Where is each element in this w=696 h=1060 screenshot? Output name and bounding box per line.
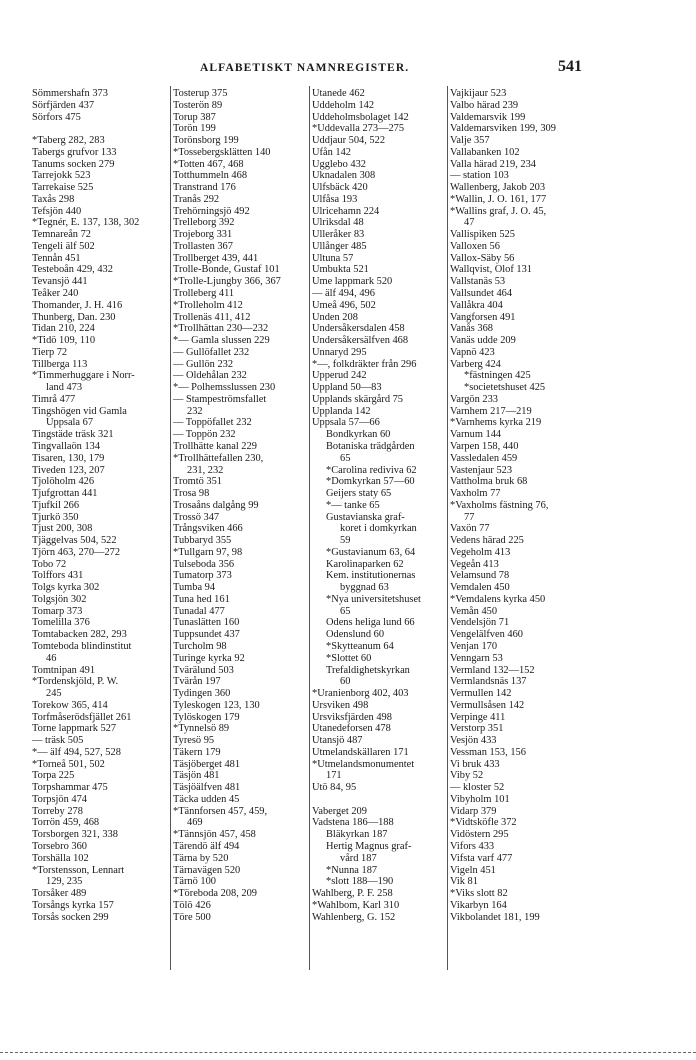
index-entry: Totthummeln 468 [173, 170, 248, 182]
index-entry: Vidöstern 295 [450, 829, 509, 841]
index-entry: Tjurkö 350 [32, 511, 79, 523]
index-entry: Valbo härad 239 [450, 99, 519, 111]
index-entry: *Wallins graf, J. O. 45, [450, 205, 547, 217]
index-entry: Ultuna 57 [312, 252, 354, 264]
index-entry: Wallenberg, Jakob 203 [450, 182, 546, 194]
index-entry: Vedens härad 225 [450, 535, 524, 547]
index-entry: Vendelsjön 71 [450, 617, 510, 629]
index-entry: 129, 235 [46, 876, 83, 888]
index-entry: Trångsviken 466 [173, 523, 243, 535]
index-entry: Utanede 462 [312, 88, 365, 99]
index-entry: Ulleråker 83 [312, 229, 365, 241]
index-entry: Täkern 179 [173, 746, 221, 758]
index-entry: Vajkijaur 523 [450, 88, 507, 99]
index-entry: Undersåkersälfven 468 [312, 335, 409, 347]
page-number: 541 [558, 58, 582, 75]
index-entry: *Skytteanum 64 [326, 640, 394, 652]
index-entry: Tanums socken 279 [32, 158, 115, 170]
index-entry: Tillberga 113 [32, 358, 88, 370]
index-entry: *Vemdalens kyrka 450 [450, 593, 546, 605]
index-entry: *Timmerhuggare i Norr- [32, 370, 135, 382]
running-title: ALFABETISKT NAMNREGISTER. [200, 62, 410, 74]
index-entry: Tolgsjön 302 [32, 593, 87, 605]
page-header [0, 58, 696, 80]
index-entry: Tunadal 477 [173, 605, 225, 617]
index-entry: Trollenäs 411, 412 [173, 311, 251, 323]
index-entry: Ume lappmark 520 [312, 276, 393, 288]
index-entry: Uppsala 67 [46, 417, 94, 429]
index-entry: Hertig Magnus graf- [326, 841, 412, 852]
index-entry: Vangforsen 491 [450, 311, 516, 323]
index-entry: 60 [340, 676, 351, 688]
index-entry: Botaniska trädgården [326, 440, 415, 452]
column-divider [447, 86, 448, 970]
index-entry: *Uddevalla 273—275 [312, 123, 405, 135]
index-entry: Venjan 170 [450, 640, 498, 652]
index-entry: Vifors 433 [450, 841, 495, 852]
bottom-rule [0, 1052, 696, 1053]
index-entry: Tomarp 373 [32, 605, 83, 617]
index-entry: Vattholma bruk 68 [450, 476, 528, 488]
index-entry: *Tidö 109, 110 [32, 335, 96, 347]
index-entry: Ursviken 498 [312, 699, 369, 711]
index-entry: *—, folkdräkter från 296 [312, 358, 417, 370]
index-entry: Vengelälfven 460 [450, 629, 523, 641]
index-entry: Vassledalen 459 [450, 452, 518, 464]
index-entry: Uddeholm 142 [312, 99, 375, 111]
index-entry: Trelleborg 392 [173, 217, 235, 229]
index-entry: Upperud 242 [312, 370, 367, 382]
column-divider [170, 86, 171, 970]
index-entry: *slott 188—190 [326, 876, 394, 888]
index-entry: Vigeln 451 [450, 864, 496, 876]
index-entry: Utansjö 487 [312, 735, 363, 747]
index-entry: Verstorp 351 [450, 723, 504, 735]
index-entry: Tumatorp 373 [173, 570, 232, 582]
index-entry: Vermlandsnäs 137 [450, 676, 527, 688]
index-entry: land 473 [46, 382, 83, 394]
index-entry: Ugglebo 432 [312, 158, 366, 170]
index-entry: Trolleberg 411 [173, 288, 235, 300]
index-entry: 231, 232 [187, 464, 224, 476]
index-entry: Torfmåserödsfjället 261 [32, 711, 132, 723]
index-entry: Uppland 50—83 [312, 382, 382, 394]
index-entry: *Töreboda 208, 209 [173, 888, 257, 900]
index-entry: Tärnavägen 520 [173, 864, 241, 876]
index-entry: 469 [187, 817, 203, 829]
index-entry: *Slottet 60 [326, 652, 372, 664]
index-entry: Temnareån 72 [32, 229, 91, 241]
index-entry: Vegeholm 413 [450, 546, 511, 558]
index-entry: Ulriksdal 48 [312, 217, 364, 229]
index-entry: Tidan 210, 224 [32, 323, 95, 335]
index-entry: Testeboån 429, 432 [32, 264, 113, 276]
index-entry: *Varnhems kyrka 219 [450, 417, 542, 429]
index-entry: Valloxen 56 [450, 240, 500, 252]
index-entry: — Toppön 232 [173, 429, 236, 441]
index-entry: Trolle-Bonde, Gustaf 101 [173, 264, 280, 276]
index-entry: Ufån 142 [312, 146, 351, 158]
index-entry: Tomtabacken 282, 293 [32, 629, 127, 641]
index-entry: Torpshammar 475 [32, 782, 108, 794]
index-entry: Vik 81 [450, 876, 478, 888]
index-entry [312, 794, 446, 806]
index-entry: 171 [326, 770, 342, 782]
index-entry: Geijers staty 65 [326, 488, 392, 500]
index-entry: Uknadalen 308 [312, 170, 376, 182]
index-entry: Unnaryd 295 [312, 346, 367, 358]
index-entry: Tosterup 375 [173, 88, 228, 99]
index-entry: Wallqvist, Olof 131 [450, 264, 532, 276]
index-entry: Tingstäde träsk 321 [32, 429, 114, 441]
index-entry: 59 [340, 535, 351, 547]
index-entry: Karolinaparken 62 [326, 558, 404, 570]
index-entry: — Oldehålan 232 [173, 370, 247, 382]
index-entry: Vidarp 379 [450, 805, 497, 817]
index-entry: Torekow 365, 414 [32, 699, 108, 711]
index-entry: Vibyholm 101 [450, 793, 510, 805]
index-entry: Ulricehamn 224 [312, 205, 380, 217]
index-entry: Vifsta varf 477 [450, 852, 513, 864]
index-entry: Torsborgen 321, 338 [32, 829, 118, 841]
index-entry: Vanäs udde 209 [450, 335, 516, 347]
index-entry: *Domkyrkan 57—60 [326, 476, 415, 488]
index-entry: Vermland 132—152 [450, 664, 535, 676]
index-entry: Tärna by 520 [173, 852, 229, 864]
index-entry: — kloster 52 [450, 782, 505, 794]
index-entry: Venngarn 53 [450, 652, 503, 664]
index-entry: Uddjaur 504, 522 [312, 135, 386, 147]
index-entry: Torsåker 489 [32, 888, 87, 900]
index-entry: Torshälla 102 [32, 852, 89, 864]
index-entry: Vastenjaur 523 [450, 464, 513, 476]
index-entry: Bondkyrkan 60 [326, 429, 391, 441]
index-entry: Verpinge 411 [450, 711, 506, 723]
index-entry: byggnad 63 [340, 582, 389, 594]
index-entry: *Gustavianum 63, 64 [326, 546, 416, 558]
index-entry: Bläkyrkan 187 [326, 829, 388, 841]
index-entry: Teåker 240 [32, 288, 79, 300]
index-entry: Tärnö 100 [173, 876, 216, 888]
index-entry: Torne lappmark 527 [32, 723, 117, 735]
index-entry: Töre 500 [173, 911, 211, 923]
index-entry: Tefsjön 440 [32, 205, 82, 217]
index-entry: Tjäggelvas 504, 522 [32, 535, 117, 547]
index-entry: Trosa 98 [173, 488, 210, 500]
index-entry: Tobo 72 [32, 558, 67, 570]
index-entry: Tuppsundet 437 [173, 629, 240, 641]
index-entry: Undersåkersdalen 458 [312, 323, 405, 335]
index-entry: Odens heliga lund 66 [326, 617, 415, 629]
index-entry: *Tossebergsklätten 140 [173, 146, 271, 158]
index-entry: Torpsjön 474 [32, 793, 87, 805]
index-entry: koret i domkyrkan [340, 523, 417, 535]
index-entry: Valla härad 219, 234 [450, 158, 536, 170]
index-entry: — Gullöfallet 232 [173, 346, 250, 358]
index-entry: Thunberg, Dan. 230 [32, 311, 116, 323]
index-entry: Transtrand 176 [173, 182, 236, 194]
index-entry: Ursviksfjärden 498 [312, 711, 392, 723]
index-entry: Tennån 451 [32, 252, 81, 264]
index-entry: Turinge kyrka 92 [173, 652, 245, 664]
index-entry: Varnhem 217—219 [450, 405, 532, 417]
index-entry: — station 103 [450, 170, 509, 182]
index-entry: *Wallin, J. O. 161, 177 [450, 193, 547, 205]
index-entry: Täsjön 481 [173, 770, 220, 782]
index-entry: vård 187 [340, 852, 377, 864]
index-entry: Varberg 424 [450, 358, 501, 370]
index-entry: Tierp 72 [32, 346, 68, 358]
index-entry: — Toppöfallet 232 [173, 417, 252, 429]
index-entry: Torsås socken 299 [32, 911, 109, 923]
index-entry: Tomelilla 376 [32, 617, 90, 629]
index-entry: Tylöskogen 179 [173, 711, 240, 723]
index-entry: Tevansjö 441 [32, 276, 88, 288]
index-entry: Torreby 278 [32, 805, 83, 817]
index-entry [32, 123, 168, 135]
index-entry: Unden 208 [312, 311, 358, 323]
index-entry: Vadstena 186—188 [312, 817, 394, 829]
index-entry: Viby 52 [450, 770, 484, 782]
index-entry: Vessman 153, 156 [450, 746, 526, 758]
index-entry: Velamsund 78 [450, 570, 510, 582]
index-entry: Tumba 94 [173, 582, 216, 594]
index-entry: Trossö 347 [173, 511, 220, 523]
index-entry: Vargön 233 [450, 393, 499, 405]
index-entry: Wahlberg, P. F. 258 [312, 888, 393, 900]
index-entry: Thomander, J. H. 416 [32, 299, 123, 311]
index-column-1 [32, 88, 168, 923]
index-entry: Tuna hed 161 [173, 593, 230, 605]
index-entry: Ulfåsa 193 [312, 193, 358, 205]
index-entry: 77 [464, 511, 475, 523]
index-entry: Tärendö älf 494 [173, 841, 240, 852]
index-column-2 [173, 88, 307, 923]
index-entry: Vallsundet 464 [450, 288, 513, 300]
index-entry: Trehörningsjö 492 [173, 205, 250, 217]
index-entry: Tjust 200, 308 [32, 523, 93, 535]
index-entry: *— Gamla slussen 229 [173, 335, 270, 347]
index-entry: 65 [340, 452, 351, 464]
index-entry: Turcholm 98 [173, 640, 227, 652]
index-entry: Torrön 459, 468 [32, 817, 100, 829]
index-entry: Sömmershafn 373 [32, 88, 108, 99]
index-entry: Valje 357 [450, 135, 490, 147]
index-entry: *Tynnelsö 89 [173, 723, 230, 735]
index-entry: — träsk 505 [32, 735, 84, 747]
index-entry: Torsångs kyrka 157 [32, 899, 114, 911]
index-entry: Torpa 225 [32, 770, 75, 782]
index-entry: Täcka udden 45 [173, 793, 240, 805]
index-entry: Tulseboda 356 [173, 558, 235, 570]
index-entry: Utanedeforsen 478 [312, 723, 391, 735]
index-column-3 [312, 88, 446, 923]
index-entry: *Nya universitetshuset [326, 593, 421, 605]
index-entry: Uddeholmsbolaget 142 [312, 111, 409, 123]
index-entry: *Taberg 282, 283 [32, 135, 105, 147]
index-entry: Odenslund 60 [326, 629, 385, 641]
index-entry: Vemån 450 [450, 605, 498, 617]
index-entry: Trollhätte kanal 229 [173, 440, 257, 452]
index-entry: Tingvallaön 134 [32, 440, 101, 452]
index-entry: — älf 494, 496 [312, 288, 375, 300]
index-entry: *Totten 467, 468 [173, 158, 244, 170]
index-entry: Vikbolandet 181, 199 [450, 911, 540, 923]
index-entry: Umeå 496, 502 [312, 299, 376, 311]
index-entry: Upplanda 142 [312, 405, 371, 417]
index-entry: Vallispiken 525 [450, 229, 515, 241]
index-entry: Taxås 298 [32, 193, 75, 205]
index-entry: *— tanke 65 [326, 499, 380, 511]
index-entry: Tolffors 431 [32, 570, 84, 582]
index-entry: Vaxholm 77 [450, 488, 501, 500]
index-entry: Ulfsbäck 420 [312, 182, 368, 194]
index-entry: *Torneå 501, 502 [32, 758, 105, 770]
index-entry: *Carolina rediviva 62 [326, 464, 417, 476]
index-entry: Vallabanken 102 [450, 146, 520, 158]
index-entry: Tisaren, 130, 179 [32, 452, 105, 464]
index-entry: Tvärälund 503 [173, 664, 234, 676]
index-entry: Upplands skärgård 75 [312, 393, 403, 405]
index-entry: Tosterön 89 [173, 99, 223, 111]
index-entry: Tiveden 123, 207 [32, 464, 105, 476]
index-entry: *Torstensson, Lennart [32, 864, 125, 876]
index-entry: Vanås 368 [450, 323, 493, 335]
index-entry: Torönsborg 199 [173, 135, 239, 147]
index-entry: Tvärån 197 [173, 676, 221, 688]
index-entry: Tingshögen vid Gamla [32, 405, 127, 417]
index-entry: Sörfjärden 437 [32, 99, 95, 111]
index-entry: Wahlenberg, G. 152 [312, 911, 396, 923]
index-entry: Tyleskogen 123, 130 [173, 699, 260, 711]
index-entry: *Tegnér, E. 137, 138, 302 [32, 217, 140, 229]
index-entry: 232 [187, 405, 203, 417]
index-entry: Vermullsåsen 142 [450, 699, 525, 711]
index-entry: Torup 387 [173, 111, 216, 123]
index-entry: Utmelandskällaren 171 [312, 746, 409, 758]
index-entry: Valdemarsviken 199, 309 [450, 123, 556, 135]
index-entry: Tranås 292 [173, 193, 220, 205]
index-entry: Tromtö 351 [173, 476, 222, 488]
index-entry: Sörfors 475 [32, 111, 81, 123]
index-entry: Täsjöberget 481 [173, 758, 241, 770]
index-entry: Tarrekaise 525 [32, 182, 94, 194]
index-entry: Tjörn 463, 270—272 [32, 546, 121, 558]
index-entry: Tjufkil 266 [32, 499, 80, 511]
index-entry: *Vaxholms fästning 76, [450, 499, 549, 511]
index-entry: *Trollhättan 230—232 [173, 323, 269, 335]
index-entry: *fästningen 425 [464, 370, 531, 382]
index-entry: *Viks slott 82 [450, 888, 508, 900]
index-entry: Tydingen 360 [173, 688, 231, 700]
index-entry: Vallstanäs 53 [450, 276, 506, 288]
index-entry: Vi bruk 433 [450, 758, 500, 770]
index-entry: Tarrejokk 523 [32, 170, 91, 182]
index-entry: *Wahlbom, Karl 310 [312, 899, 400, 911]
index-entry: Ullånger 485 [312, 240, 367, 252]
index-entry: Vallåkra 404 [450, 299, 503, 311]
index-entry: Utö 84, 95 [312, 782, 357, 794]
index-entry: 65 [340, 605, 351, 617]
index-entry: Tjufgrottan 441 [32, 488, 98, 500]
index-entry: *Utmelandsmonumentet [312, 758, 415, 770]
index-entry: Uppsala 57—66 [312, 417, 380, 429]
index-entry: Tölö 426 [173, 899, 211, 911]
index-entry: *Tännsjön 457, 458 [173, 829, 256, 841]
index-entry: Vallox-Säby 56 [450, 252, 515, 264]
index-entry: *societetshuset 425 [464, 382, 546, 394]
index-entry: Tengeli älf 502 [32, 240, 95, 252]
index-entry: Vaberget 209 [312, 805, 367, 817]
index-entry: *— Polhemsslussen 230 [173, 382, 276, 394]
index-entry: Varnum 144 [450, 429, 502, 441]
index-entry: Umbukta 521 [312, 264, 369, 276]
index-entry: Kem. institutionernas [326, 570, 416, 582]
index-entry: 245 [46, 688, 62, 700]
index-entry: Tomteboda blindinstitut [32, 640, 132, 652]
index-entry: *Tännforsen 457, 459, [173, 805, 268, 817]
index-entry: Valdemarsvik 199 [450, 111, 526, 123]
index-entry: Tyresö 95 [173, 735, 215, 747]
index-column-4 [450, 88, 586, 923]
index-entry: 46 [46, 652, 57, 664]
index-entry: Tubbaryd 355 [173, 535, 232, 547]
index-entry: *Uranienborg 402, 403 [312, 688, 409, 700]
index-entry: Varpen 158, 440 [450, 440, 519, 452]
index-entry: Vemdalen 450 [450, 582, 510, 594]
index-entry: Trojeborg 331 [173, 229, 233, 241]
index-entry: Tunaslätten 160 [173, 617, 240, 629]
index-entry: Vesjön 433 [450, 735, 497, 747]
index-entry: *— älf 494, 527, 528 [32, 746, 121, 758]
column-divider [309, 86, 310, 970]
index-entry: — Gullön 232 [173, 358, 234, 370]
index-entry: Vermullen 142 [450, 688, 512, 700]
index-entry: Tabergs grufvor 133 [32, 146, 117, 158]
index-entry: Tomtnipan 491 [32, 664, 96, 676]
index-entry: *Trolle-Ljungby 366, 367 [173, 276, 281, 288]
index-entry: Tjolöholm 426 [32, 476, 95, 488]
index-entry: Torsebro 360 [32, 841, 87, 852]
index-entry: Vapnö 423 [450, 346, 495, 358]
index-entry: Täsjöälfven 481 [173, 782, 241, 794]
index-entry: *Tordenskjöld, P. W. [32, 676, 119, 688]
index-entry: Tolgs kyrka 302 [32, 582, 100, 594]
index-entry: Gustavianska graf- [326, 511, 405, 523]
index-entry: Torön 199 [173, 123, 216, 135]
index-entry: Vaxön 77 [450, 523, 490, 535]
index-entry: Trollasten 367 [173, 240, 233, 252]
index-entry: Vegeån 413 [450, 558, 499, 570]
index-entry: Trefaldighetskyrkan [326, 664, 410, 676]
index-entry: *Nunna 187 [326, 864, 378, 876]
index-entry: Timrå 477 [32, 393, 76, 405]
index-entry: Trollberget 439, 441 [173, 252, 259, 264]
index-entry: Trosaåns dalgång 99 [173, 499, 259, 511]
index-entry: *Trollhättefallen 230, [173, 452, 264, 464]
index-entry: — Stampeströmsfallet [173, 393, 267, 405]
index-entry: *Vidtsköfle 372 [450, 817, 517, 829]
index-entry: *Tullgarn 97, 98 [173, 546, 243, 558]
index-entry: *Trolleholm 412 [173, 299, 243, 311]
index-entry: 47 [464, 217, 475, 229]
index-entry: Vikarbyn 164 [450, 899, 507, 911]
